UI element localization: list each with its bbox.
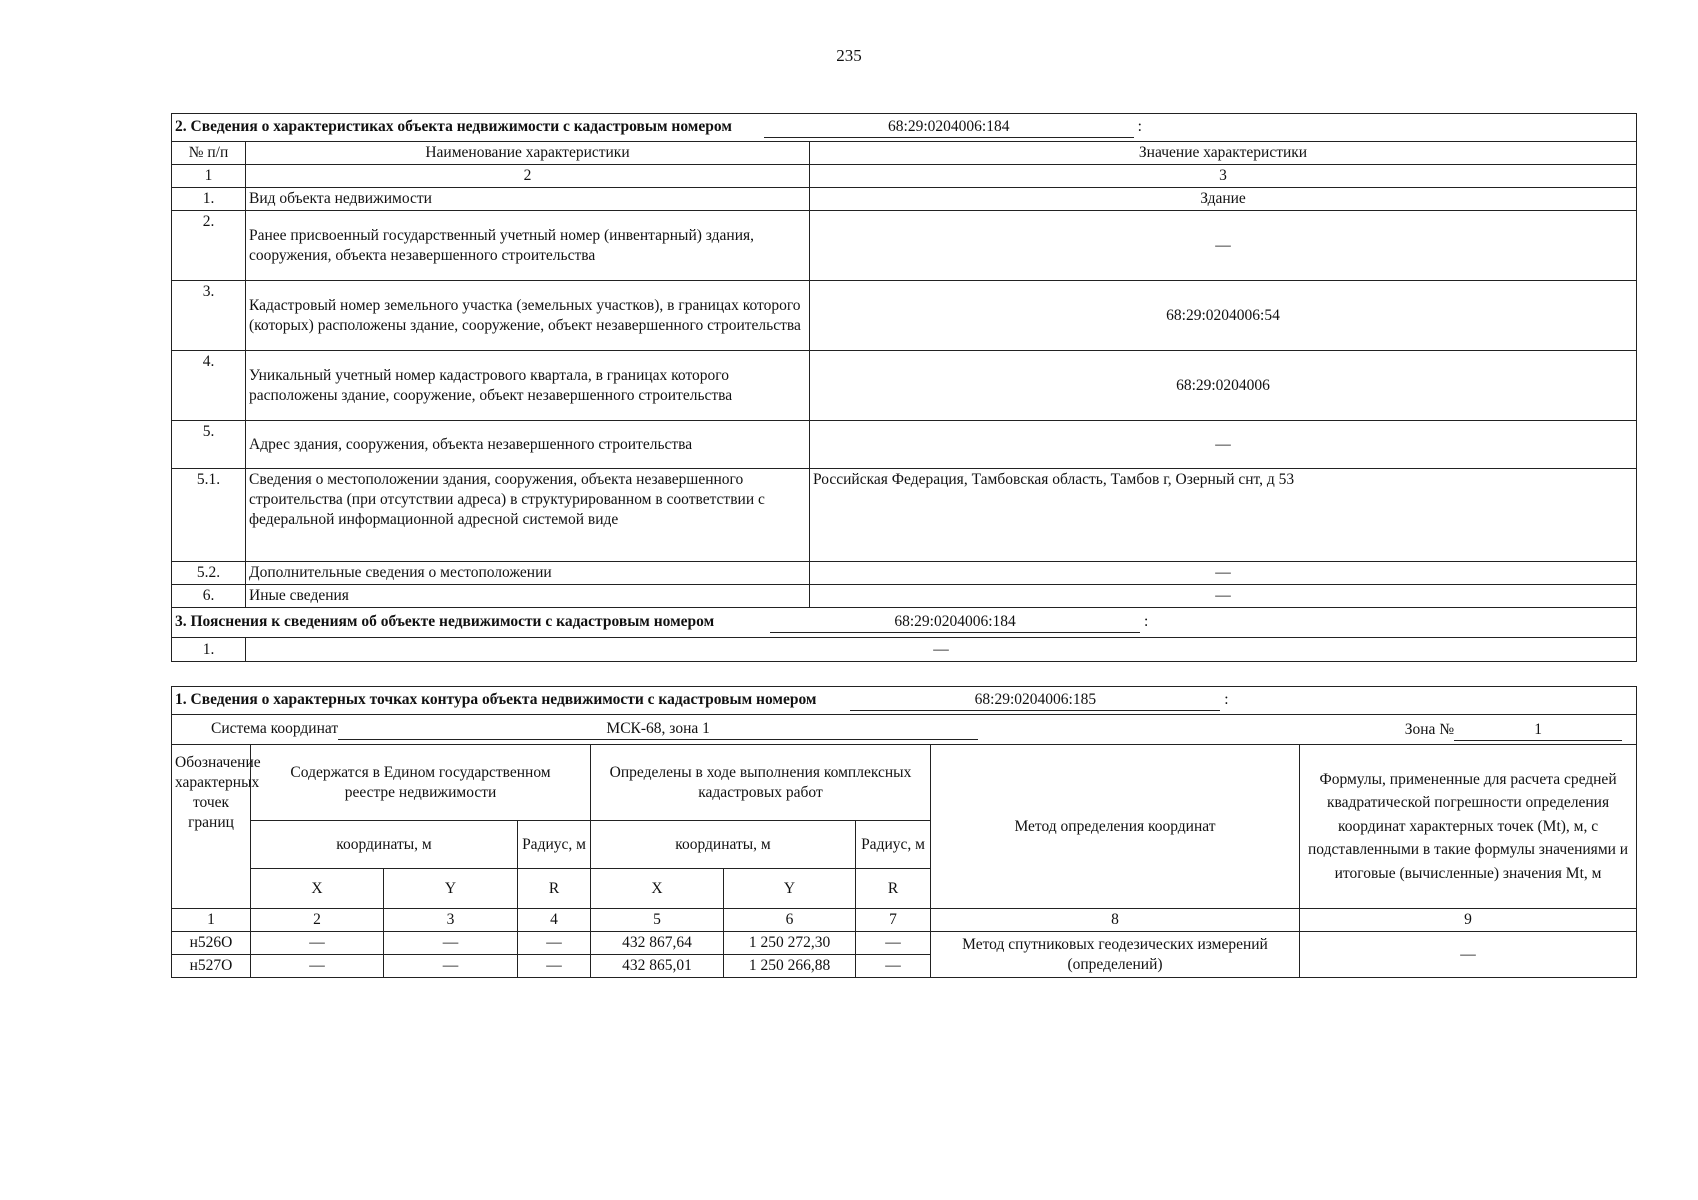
header-number-1: 1 (172, 165, 246, 188)
header-method: Метод определения координат (931, 745, 1300, 909)
row-value: 68:29:0204006 (810, 351, 1637, 421)
header-num: № п/п (172, 142, 246, 165)
col-number: 8 (931, 909, 1300, 932)
col-number: 4 (518, 909, 591, 932)
row-num: 4. (172, 351, 246, 421)
header-x-kkr: X (591, 869, 724, 909)
section2-title-suffix: : (1137, 118, 1142, 135)
points-title: 1. Сведения о характерных точках контура объекта недвижимости с кадастровым номером (175, 691, 817, 708)
points-table (171, 686, 1637, 978)
col-number: 1 (172, 909, 251, 932)
row-num: 2. (172, 211, 246, 281)
point-r-egrn: — (518, 955, 591, 978)
points-header (172, 687, 1637, 715)
row-value: — (810, 421, 1637, 469)
point-id: н526О (172, 932, 251, 955)
section3-title: 3. Пояснения к сведениям об объекте недвижимости с кадастровым номером (175, 613, 715, 630)
row-num: 3. (172, 281, 246, 351)
header-designation: Обозначение характерных точек границ (172, 745, 251, 909)
header-formulas: Формулы, примененные для расчета средней квадратической погрешности определения координат характерных точек (Mt), м, с подставленными в такие формулы значениями и итоговые (вычисленные) значения Mt, м (1300, 745, 1637, 909)
col-number: 3 (384, 909, 518, 932)
row-name: Кадастровый номер земельного участка (земельных участков), в границах которого (которых) расположены здание, сооружение, объект незавершенного строительства (246, 281, 810, 351)
zone-label: Зона № (1404, 721, 1455, 738)
row-num: 6. (172, 585, 246, 608)
row-name: Уникальный учетный номер кадастрового квартала, в границах которого расположены здание, сооружение, объект незавершенного строительства (246, 351, 810, 421)
header-r-egrn: R (518, 869, 591, 909)
header-number-2: 2 (246, 165, 810, 188)
section2-cadastral-number: 68:29:0204006:184 (764, 117, 1134, 138)
point-r-kkr: — (856, 955, 931, 978)
section2-header (172, 114, 1637, 142)
points-title-suffix: : (1224, 691, 1229, 708)
section2-title: 2. Сведения о характеристиках объекта недвижимости с кадастровым номером (175, 118, 732, 135)
method-value: Метод спутниковых геодезических измерений (определений) (931, 932, 1300, 978)
formula-value: — (1300, 932, 1637, 978)
header-y-egrn: Y (384, 869, 518, 909)
header-egrn: Содержатся в Едином государственном реестре недвижимости (251, 745, 591, 821)
header-kkr: Определены в ходе выполнения комплексных кадастровых работ (591, 745, 931, 821)
page-number: 235 (836, 46, 862, 65)
row-value: — (810, 585, 1637, 608)
point-r-egrn: — (518, 932, 591, 955)
row-num: 5. (172, 421, 246, 469)
point-y-egrn: — (384, 932, 518, 955)
col-number: 6 (724, 909, 856, 932)
zone-value: 1 (1454, 720, 1622, 741)
header-radius-kkr: Радиус, м (856, 821, 931, 869)
header-r-kkr: R (856, 869, 931, 909)
points-cadastral-number: 68:29:0204006:185 (850, 690, 1220, 711)
header-value: Значение характеристики (810, 142, 1637, 165)
point-x-kkr: 432 867,64 (591, 932, 724, 955)
coord-system-row (172, 715, 1637, 745)
row-name: Дополнительные сведения о местоположении (246, 562, 810, 585)
row-value: 68:29:0204006:54 (810, 281, 1637, 351)
row-value: — (810, 562, 1637, 585)
point-y-kkr: 1 250 272,30 (724, 932, 856, 955)
point-x-egrn: — (251, 932, 384, 955)
row-name: Ранее присвоенный государственный учетный номер (инвентарный) здания, сооружения, объекта незавершенного строительства (246, 211, 810, 281)
row-num: 5.2. (172, 562, 246, 585)
header-coords-egrn: координаты, м (251, 821, 518, 869)
point-x-kkr: 432 865,01 (591, 955, 724, 978)
row-value: Российская Федерация, Тамбовская область, Тамбов г, Озерный снт, д 53 (810, 469, 1637, 562)
table-row (172, 932, 1637, 955)
row-num: 1. (172, 188, 246, 211)
header-name: Наименование характеристики (246, 142, 810, 165)
point-y-egrn: — (384, 955, 518, 978)
row-name: Иные сведения (246, 585, 810, 608)
header-coords-kkr: координаты, м (591, 821, 856, 869)
header-radius-egrn: Радиус, м (518, 821, 591, 869)
point-r-kkr: — (856, 932, 931, 955)
section3-title-suffix: : (1143, 613, 1149, 630)
col-number: 2 (251, 909, 384, 932)
row-name: Адрес здания, сооружения, объекта незавершенного строительства (246, 421, 810, 469)
col-number: 9 (1300, 909, 1637, 932)
section3-row-value: — (246, 638, 1637, 662)
col-number: 5 (591, 909, 724, 932)
row-num: 5.1. (172, 469, 246, 562)
point-id: н527О (172, 955, 251, 978)
coord-system-label: Система координат (211, 720, 339, 737)
row-name: Сведения о местоположении здания, сооружения, объекта незавершенного строительства (при отсутствии адреса) в структурированном в соответствии с федеральной информационной адресной системой виде (246, 469, 810, 562)
header-y-kkr: Y (724, 869, 856, 909)
section3-cadastral-number: 68:29:0204006:184 (770, 612, 1140, 633)
header-number-3: 3 (810, 165, 1637, 188)
row-name: Вид объекта недвижимости (246, 188, 810, 211)
coord-system-value: МСК-68, зона 1 (338, 719, 978, 740)
section3-header (172, 608, 1637, 638)
col-number: 7 (856, 909, 931, 932)
point-y-kkr: 1 250 266,88 (724, 955, 856, 978)
row-value: — (810, 211, 1637, 281)
row-value: Здание (810, 188, 1637, 211)
point-x-egrn: — (251, 955, 384, 978)
section3-row-num: 1. (172, 638, 246, 662)
header-x-egrn: X (251, 869, 384, 909)
characteristics-table (171, 113, 1637, 662)
